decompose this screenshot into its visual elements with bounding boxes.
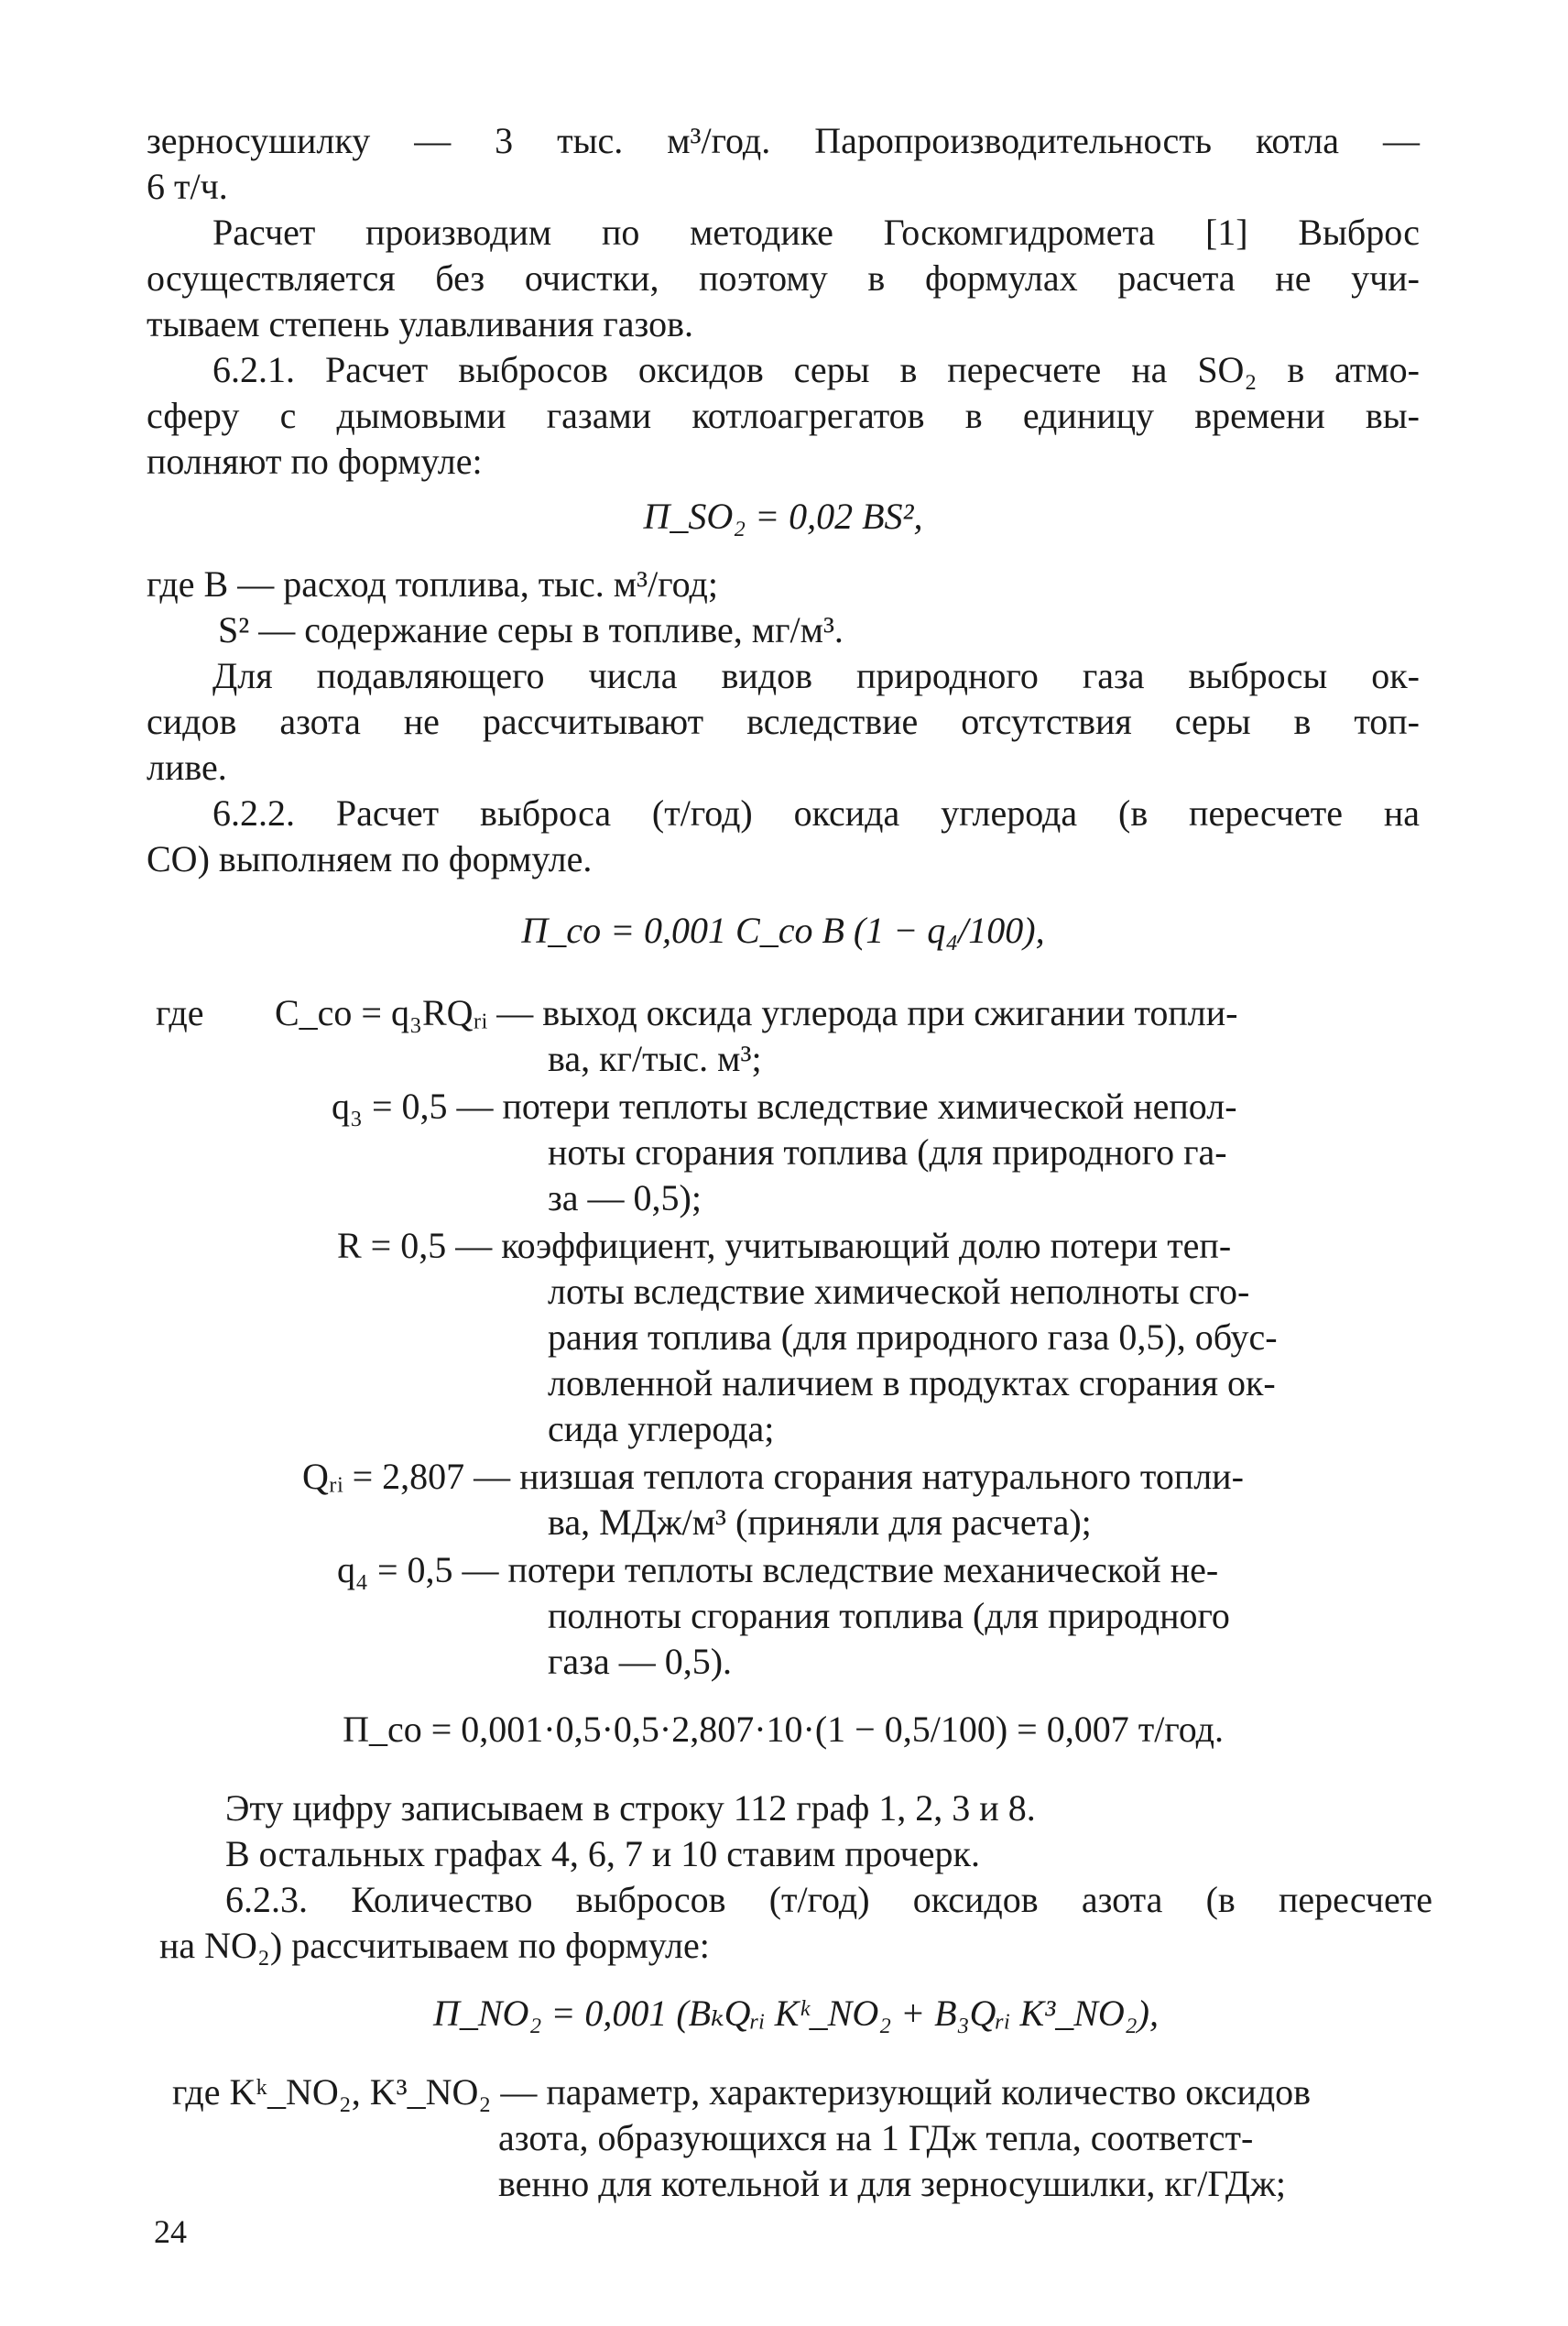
text-line: венно для котельной и для зерносушилки, кг/ГДж; xyxy=(498,2163,1286,2204)
text-line: C_co = q₃RQᵣᵢ — выход оксида углерода при сжигании топли- xyxy=(275,992,1238,1033)
text-line: рания топлива (для природного газа 0,5), обус- xyxy=(548,1316,1278,1358)
text-line: где xyxy=(156,992,204,1033)
text-line: S² — содержание серы в топливе, мг/м³. xyxy=(218,609,844,650)
text-line: где Kᵏ_NO₂, K³_NO₂ — параметр, характеризующий количество оксидов xyxy=(172,2071,1312,2113)
text-line: полноты сгорания топлива (для природного xyxy=(548,1595,1230,1636)
text-line: ноты сгорания топлива (для природного га- xyxy=(548,1131,1227,1173)
formula-no2: П_NO₂ = 0,001 (BₖQᵣᵢ Kᵏ_NO₂ + B₃Qᵣᵢ K³_NO₂), xyxy=(432,1993,1159,2034)
text-line: за — 0,5); xyxy=(548,1177,702,1218)
text-line: q₄ = 0,5 — потери теплоты вследствие механической не- xyxy=(337,1549,1219,1590)
text-line: сферу с дымовыми газами котлоагрегатов в единицу времени вы- xyxy=(147,395,1420,436)
text-line: на NO₂) рассчитываем по формуле: xyxy=(159,1925,710,1966)
text-line: В остальных графах 4, 6, 7 и 10 ставим прочерк. xyxy=(225,1833,980,1874)
text-line: ва, кг/тыс. м³; xyxy=(548,1038,762,1079)
text-line: Расчет производим по методике Госкомгидромета [1] Выброс xyxy=(212,212,1420,253)
text-line: 6.2.2. Расчет выброса (т/год) оксида углерода (в пересчете на xyxy=(212,792,1420,834)
text-line: 6.2.1. Расчет выбросов оксидов серы в пересчете на SO₂ в атмо- xyxy=(212,349,1420,390)
page-number: 24 xyxy=(154,2213,187,2250)
formula-so2: П_SO₂ = 0,02 BS², xyxy=(643,496,923,537)
text-line: полняют по формуле: xyxy=(147,441,483,482)
text-line: осуществляется без очистки, поэтому в формулах расчета не учи- xyxy=(147,257,1420,299)
text-line: 6.2.3. Количество выбросов (т/год) оксидов азота (в пересчете xyxy=(225,1879,1432,1920)
text-line: ловленной наличием в продуктах сгорания ок- xyxy=(548,1362,1276,1403)
text-line: ливе. xyxy=(147,747,227,788)
text-line: ва, МДж/м³ (приняли для расчета); xyxy=(548,1502,1092,1543)
text-line: CO) выполняем по формуле. xyxy=(147,838,593,879)
text-line: газа — 0,5). xyxy=(548,1641,733,1682)
text-line: Эту цифру записываем в строку 112 граф 1, 2, 3 и 8. xyxy=(225,1787,1036,1829)
text-line: Для подавляющего числа видов природного газа выбросы ок- xyxy=(212,655,1420,696)
text-line: тываем степень улавливания газов. xyxy=(147,303,693,344)
text-line: азота, образующихся на 1 ГДж тепла, соответст- xyxy=(498,2117,1254,2158)
text-line: где B — расход топлива, тыс. м³/год; xyxy=(147,563,718,605)
text-line: R = 0,5 — коэффициент, учитывающий долю потери теп- xyxy=(337,1225,1232,1266)
text-line: сида углерода; xyxy=(548,1408,775,1449)
formula-co: П_co = 0,001 C_co B (1 − q₄/100), xyxy=(521,910,1045,951)
text-line: зерносушилку — 3 тыс. м³/год. Паропроизводительность котла — xyxy=(147,120,1420,161)
formula-co-calculation: П_co = 0,001·0,5·0,5·2,807·10·(1 − 0,5/100) = 0,007 т/год. xyxy=(343,1709,1224,1750)
text-line: 6 т/ч. xyxy=(147,166,228,207)
text-line: q₃ = 0,5 — потери теплоты вследствие химической непол- xyxy=(332,1086,1237,1127)
text-line: лоты вследствие химической неполноты сго- xyxy=(548,1271,1250,1312)
text-line: сидов азота не рассчитывают вследствие отсутствия серы в топ- xyxy=(147,701,1420,742)
text-line: Qᵣᵢ = 2,807 — низшая теплота сгорания натурального топли- xyxy=(302,1456,1244,1497)
